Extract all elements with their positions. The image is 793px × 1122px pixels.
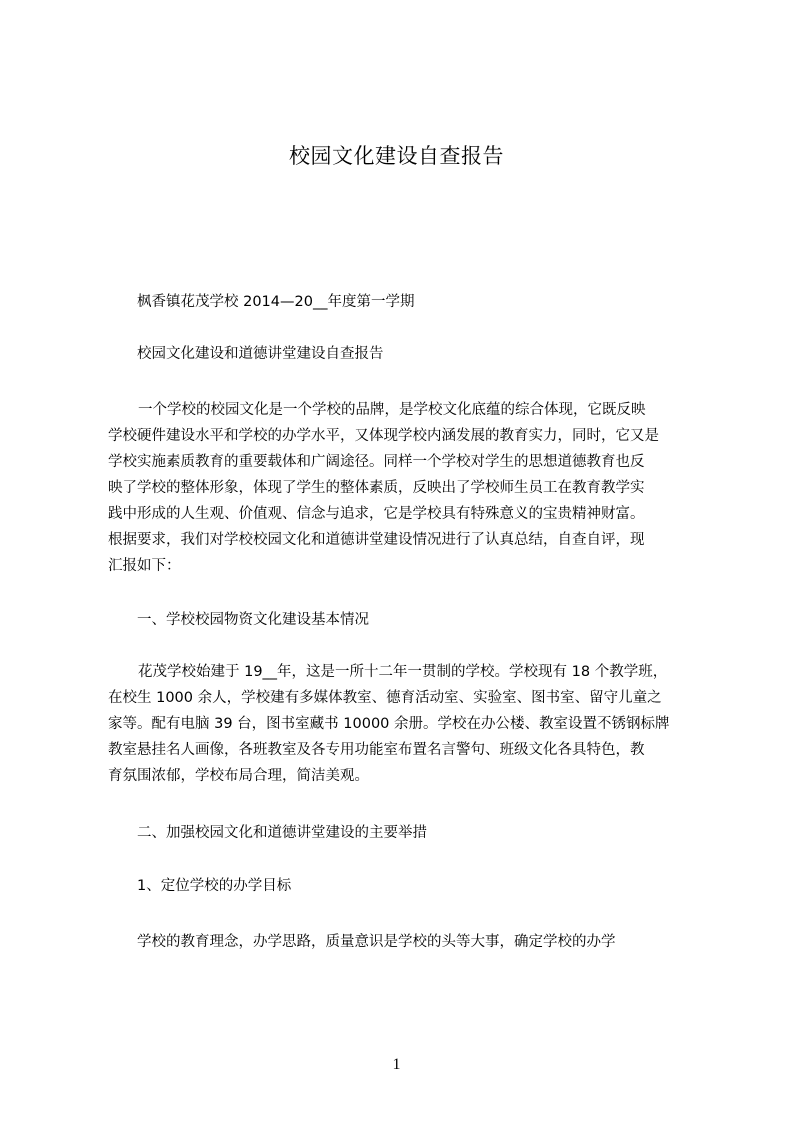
paragraph-line: 学校实施素质教育的重要载体和广阔途径。同样一个学校对学生的思想道德教育也反 [108,454,645,470]
paragraph-line: 汇报如下： [108,558,181,574]
school-facilities-paragraph [108,659,700,789]
report-subtitle: 校园文化建设和道德讲堂建设自查报告 [137,346,384,362]
page-number: 1 [392,1056,401,1073]
section-heading-1: 一、学校校园物资文化建设基本情况 [137,612,369,628]
paragraph-line: 践中形成的人生观、价值观、信念与追求，它是学校具有特殊意义的宝贵精神财富。 [108,506,645,522]
paragraph-line: 家等。配有电脑 39 台，图书室藏书 10000 余册。学校在办公楼、教室设置不锈钢标牌 [108,716,670,732]
paragraph-line: 教室悬挂名人画像，各班教室及各专用功能室布置名言警句、班级文化各具特色，教 [108,742,645,758]
paragraph-line: 一个学校的校园文化是一个学校的品牌，是学校文化底蕴的综合体现，它既反映 [138,402,646,418]
paragraph-line: 在校生 1000 余人，学校建有多媒体教室、德育活动室、实验室、图书室、留守儿童之 [108,690,662,706]
document-title: 校园文化建设自查报告 [289,144,504,168]
subsection-heading-1: 1、定位学校的办学目标 [137,878,292,894]
paragraph-line: 映了学校的整体形象，体现了学生的整体素质，反映出了学校师生员工在教育教学实 [108,480,645,496]
paragraph-line: 育氛围浓郁，学校布局合理，简洁美观。 [108,768,369,784]
paragraph-line: 花茂学校始建于 19__年，这是一所十二年一贯制的学校。学校现有 18 个教学班， [138,664,668,680]
body-line: 学校的教育理念，办学思路，质量意识是学校的头等大事，确定学校的办学 [137,934,616,950]
intro-paragraph [108,397,700,579]
paragraph-line: 根据要求，我们对学校校园文化和道德讲堂建设情况进行了认真总结，自查自评，现 [108,532,645,548]
paragraph-line: 学校硬件建设水平和学校的办学水平，又体现学校内涵发展的教育实力，同时，它又是 [108,428,659,444]
school-term-line: 枫香镇花茂学校 2014—20__年度第一学期 [137,294,415,310]
section-heading-2: 二、加强校园文化和道德讲堂建设的主要举措 [137,825,427,841]
